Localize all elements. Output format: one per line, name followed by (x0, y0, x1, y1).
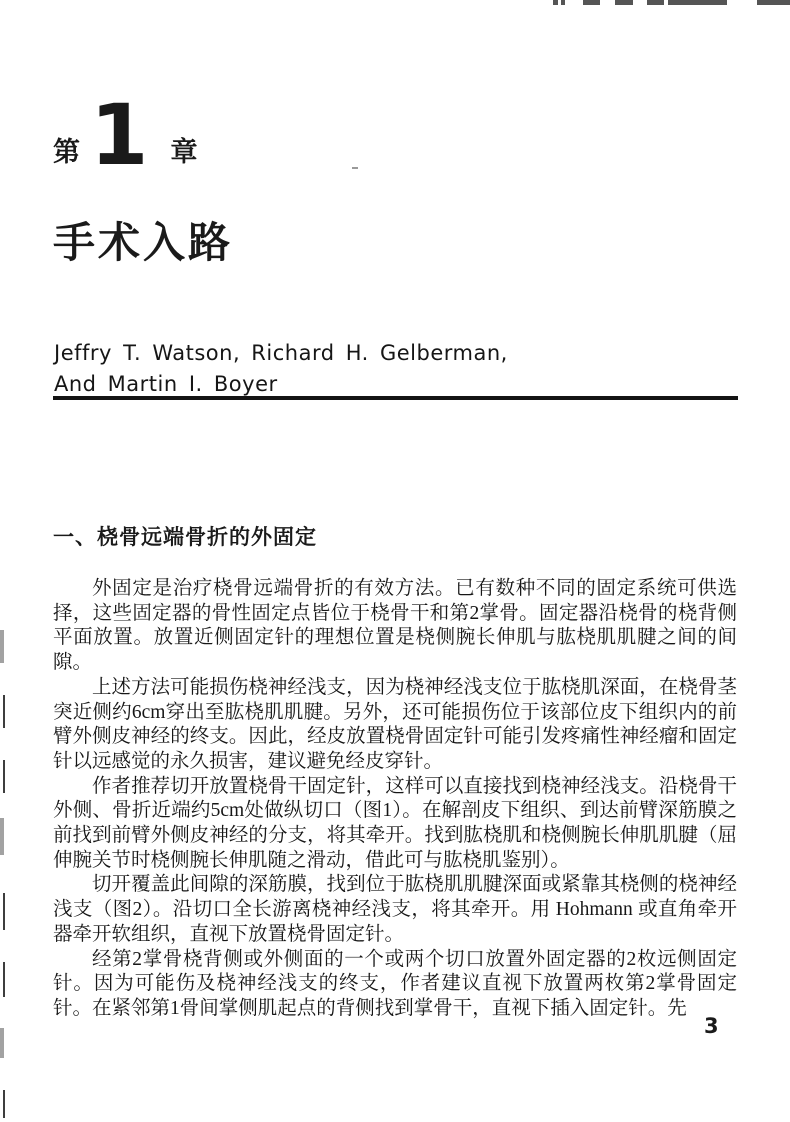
chapter-number: 1 (90, 86, 149, 184)
scan-artifact (3, 760, 5, 793)
page-number: 3 (704, 1014, 719, 1038)
scan-artifact (668, 0, 727, 5)
scan-artifact (0, 1028, 4, 1058)
paragraph-2: 上述方法可能损伤桡神经浅支，因为桡神经浅支位于肱桡肌深面，在桡骨茎突近侧约6cm穿出至肱桡肌肌腱。另外，还可能损伤位于该部位皮下组织内的前臂外侧皮神经的终支。因此，经皮放置桡骨固定针可能引发疼痛性神经瘤和固定针以远感觉的永久损害，建议避免经皮穿针。 (53, 676, 737, 772)
paragraph-3: 作者推荐切开放置桡骨干固定针，这样可以直接找到桡神经浅支。沿桡骨干外侧、骨折近端约5cm处做纵切口（图1）。在解剖皮下组织、到达前臂深筋膜之前找到前臂外侧皮神经的分支，将其牵开。找到肱桡肌和桡侧腕长伸肌肌腱（屈伸腕关节时桡侧腕长伸肌随之滑动，借此可与肱桡肌鉴别）。 (53, 775, 737, 871)
scan-artifact (0, 818, 4, 855)
scan-artifact (0, 630, 4, 663)
scan-artifact (583, 0, 600, 5)
scan-artifact (3, 695, 5, 728)
scan-artifact (561, 0, 565, 5)
authors-line-1: Jeffry T. Watson, Richard H. Gelberman, (54, 341, 508, 365)
chapter-title: 手术入路 (53, 221, 234, 267)
scan-artifact (757, 0, 790, 5)
paragraph-5: 经第2掌骨桡背侧或外侧面的一个或两个切口放置外固定器的2枚远侧固定针。因为可能伤及桡神经浅支的终支，作者建议直视下放置两枚第2掌骨固定针。在紧邻第1骨间掌侧肌起点的背侧找到掌骨干，直视下插入固定针。先 (53, 948, 737, 1019)
scan-artifact (3, 962, 5, 997)
scan-artifact (3, 893, 5, 930)
scan-artifact (553, 0, 558, 5)
scan-artifact (647, 0, 664, 5)
paragraph-4: 切开覆盖此间隙的深筋膜，找到位于肱桡肌肌腱深面或紧靠其桡侧的桡神经浅支（图2）。沿切口全长游离桡神经浅支，将其牵开。用 Hohmann 或直角牵开器牵开软组织，直视下放置桡骨固定针。 (53, 874, 737, 945)
paragraph-1: 外固定是治疗桡骨远端骨折的有效方法。已有数种不同的固定系统可供选择，这些固定器的骨性固定点皆位于桡骨干和第2掌骨。固定器沿桡骨的桡背侧平面放置。放置近侧固定针的理想位置是桡侧腕长伸肌与肱桡肌肌腱之间的间隙。 (53, 578, 737, 674)
scan-artifact (3, 1090, 5, 1118)
authors-line-2: And Martin I. Boyer (54, 372, 278, 396)
authors-block (54, 338, 508, 400)
body-text (53, 577, 737, 1022)
scan-artifact (352, 167, 358, 169)
section-heading: 一、桡骨远端骨折的外固定 (53, 525, 317, 549)
divider-rule (53, 396, 738, 400)
scan-artifact (615, 0, 633, 5)
chapter-label-prefix: 第 (53, 137, 80, 168)
chapter-heading (53, 86, 198, 184)
chapter-label-suffix: 章 (170, 137, 198, 168)
